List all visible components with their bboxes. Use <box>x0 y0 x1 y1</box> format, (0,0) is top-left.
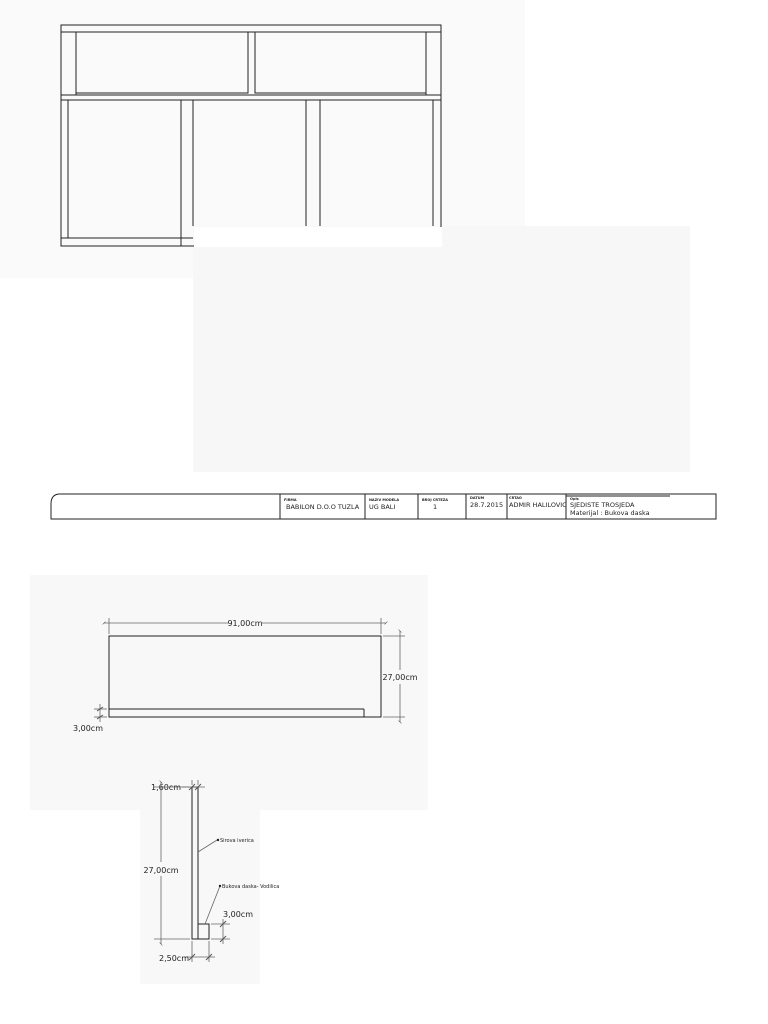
height-dimension-label: 27,00cm <box>382 673 418 682</box>
drawing-number-label: BROJ CRTEZA <box>422 498 448 502</box>
width-dimension-label: 91,00cm <box>227 619 263 628</box>
date-label: DATUM <box>470 496 485 500</box>
date-value: 28.7.2015 <box>470 501 504 509</box>
title-block <box>51 494 716 519</box>
shade-region-section <box>140 770 260 984</box>
rail-width-dimension-label: 2,50cm <box>158 954 190 963</box>
shade-region-middle <box>193 226 690 472</box>
drawn-by-label: CRTAO <box>509 496 522 500</box>
raw-edge-note: Sirova iverica <box>220 838 254 844</box>
drawn-by-value: ADMIR HALILOVIC <box>509 501 567 509</box>
model-label: NAZIV MODELA <box>369 498 400 502</box>
firma-label: FIRMA <box>284 498 297 502</box>
section-height-dimension-label: 27,00cm <box>143 866 179 875</box>
description-line-2: Materijal : Bukova daska <box>570 509 650 517</box>
firma-value: BABILON D.O.O TUZLA <box>286 503 360 511</box>
description-label: Opis <box>570 497 579 501</box>
drawing-number-value: 1 <box>433 503 438 511</box>
model-value: UG BALI <box>369 503 396 511</box>
rail-height-dimension-label: 3,00cm <box>222 910 254 919</box>
rail-note: Bukova daska- Vodilica <box>222 884 280 890</box>
base-dimension-label: 3,00cm <box>72 724 104 733</box>
thickness-dimension-label: 1,60cm <box>150 783 182 792</box>
description-line-1: SJEDISTE TROSJEDA <box>570 501 635 509</box>
